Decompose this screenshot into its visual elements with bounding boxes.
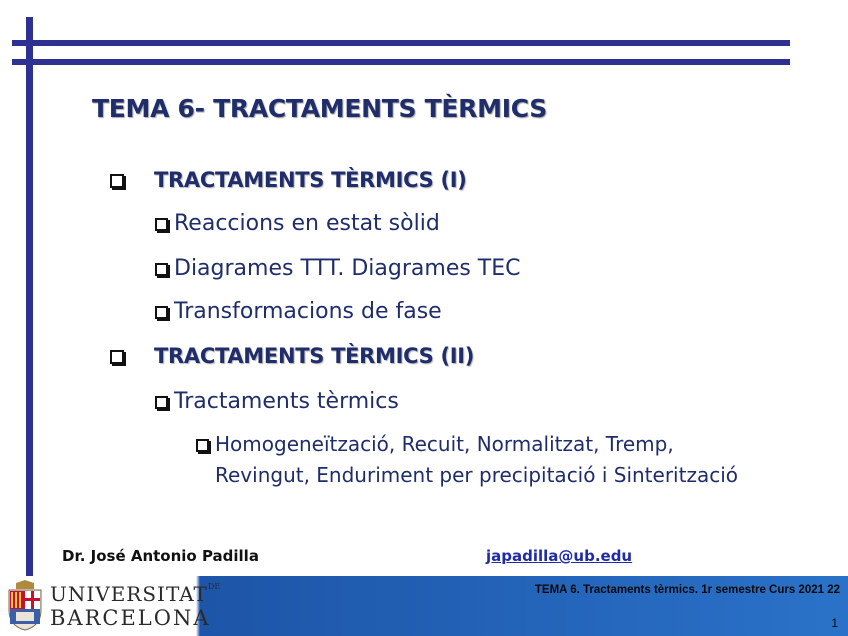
- sub-list-item-line1: Homogeneïtzació, Recuit, Normalitzat, Tremp,: [215, 432, 674, 456]
- email-link[interactable]: japadilla@ub.edu: [486, 547, 633, 565]
- checkbox-bullet-icon: [110, 174, 124, 188]
- logo-wordmark-line1: [50, 582, 220, 606]
- crest-icon: [6, 580, 44, 632]
- checkbox-bullet-icon: [155, 218, 168, 231]
- section-heading-1: [110, 168, 467, 192]
- checkbox-bullet-icon: [155, 396, 168, 409]
- list-item: [155, 299, 442, 324]
- section-heading-2-label: TRACTAMENTS TÈRMICS (II): [154, 344, 475, 368]
- logo-wordmark-line2: BARCELONA: [50, 606, 211, 630]
- list-item: [155, 256, 521, 281]
- list-item-label: Transformacions de fase: [174, 299, 442, 324]
- university-logo: [4, 578, 221, 634]
- slide-title: TEMA 6- TRACTAMENTS TÈRMICS: [92, 94, 547, 123]
- section-heading-1-label: TRACTAMENTS TÈRMICS (I): [154, 168, 467, 192]
- page-number: 1: [831, 616, 838, 630]
- top-frame-line-1: [12, 40, 790, 46]
- course-info: TEMA 6. Tractaments tèrmics. 1r semestre Curs 2021 22: [534, 584, 840, 596]
- section-heading-2: [110, 344, 474, 368]
- author-name: Dr. José Antonio Padilla: [62, 547, 259, 565]
- checkbox-bullet-icon: [155, 263, 168, 276]
- top-frame-line-2: [12, 59, 790, 65]
- logo-universitat: UNIVERSITAT: [50, 582, 208, 606]
- vertical-frame-line: [26, 17, 33, 577]
- checkbox-bullet-icon: [110, 350, 124, 364]
- list-item: [155, 389, 399, 414]
- list-item-label: Tractaments tèrmics: [174, 389, 399, 414]
- checkbox-bullet-icon: [196, 439, 209, 452]
- sub-list-item-continuation: [215, 463, 738, 487]
- list-item-label: Diagrames TTT. Diagrames TEC: [174, 256, 521, 281]
- list-item-label: Reaccions en estat sòlid: [174, 211, 440, 236]
- checkbox-bullet-icon: [155, 306, 168, 319]
- footer-bar: [0, 576, 848, 636]
- logo-de: DE: [207, 582, 221, 591]
- sub-list-item: [196, 432, 674, 456]
- sub-list-item-line2: Revingut, Enduriment per precipitació i Sinterització: [215, 463, 738, 487]
- list-item: [155, 211, 440, 236]
